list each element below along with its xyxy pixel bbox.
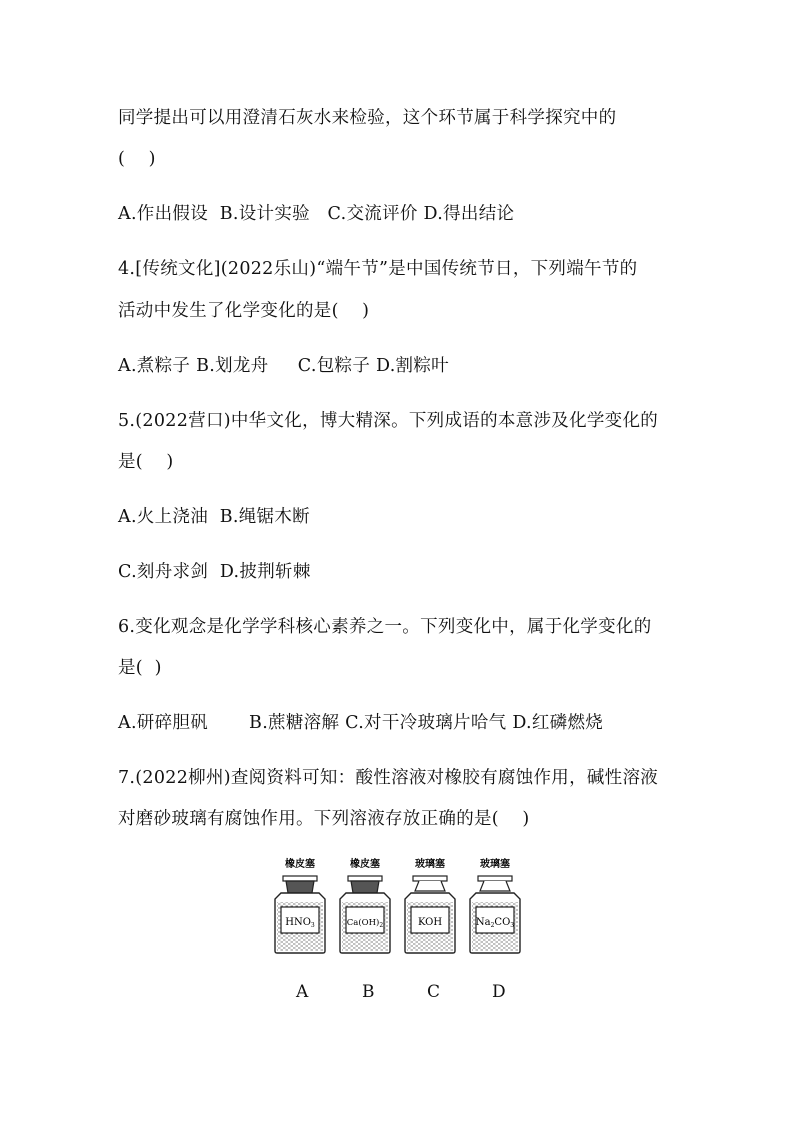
glass-stopper-rim <box>413 876 447 881</box>
choice-letter-b: B <box>362 982 375 1002</box>
bottle-d <box>470 857 520 953</box>
q4-stem-line1: 4.[传统文化](2022乐山)“端午节”是中国传统节日，下列端午节的 <box>118 259 638 279</box>
bottle-b <box>340 857 390 953</box>
stopper-label-b: 橡皮塞 <box>350 859 380 870</box>
q3-options: A.作出假设 B.设计实验 C.交流评价 D.得出结论 <box>118 204 515 224</box>
reagent-bottles-figure <box>268 855 538 960</box>
q5-options-line1: A.火上浇油 B.绳锯木断 <box>118 507 310 527</box>
bottle-formula-b: $Ca(OH)_2$ <box>346 918 384 929</box>
stopper-label-d: 玻璃塞 <box>480 859 510 870</box>
bottle-c <box>405 857 455 953</box>
rubber-stopper-rim <box>348 876 382 881</box>
glass-stopper <box>415 881 445 891</box>
rubber-stopper <box>351 881 379 893</box>
q6-stem-line2: 是( ) <box>118 658 162 678</box>
stopper-label-a: 橡皮塞 <box>285 859 315 870</box>
glass-stopper <box>480 881 510 891</box>
bottle-formula-a: $HNO_3$ <box>285 917 315 929</box>
glass-stopper-rim <box>478 876 512 881</box>
q4-stem-line2: 活动中发生了化学变化的是( ) <box>118 301 370 321</box>
choice-letter-d: D <box>492 982 506 1002</box>
q5-stem-line1: 5.(2022营口)中华文化，博大精深。下列成语的本意涉及化学变化的 <box>118 411 659 431</box>
q6-options: A.研碎胆矾 B.蔗糖溶解 C.对干冷玻璃片哈气 D.红磷燃烧 <box>118 713 604 733</box>
rubber-stopper-rim <box>283 876 317 881</box>
bottle-formula-c: KOH <box>417 917 443 928</box>
rubber-stopper <box>286 881 314 893</box>
q4-options: A.煮粽子 B.划龙舟 C.包粽子 D.割粽叶 <box>118 356 449 376</box>
bottle-formula-d: $Na_2CO_3$ <box>475 917 515 929</box>
q7-stem-line2: 对磨砂玻璃有腐蚀作用。下列溶液存放正确的是( ) <box>118 809 530 829</box>
q5-stem-line2: 是( ) <box>118 452 174 472</box>
choice-letter-a: A <box>296 982 309 1002</box>
q3-stem-line1: 同学提出可以用澄清石灰水来检验，这个环节属于科学探究中的 <box>118 108 617 128</box>
q6-stem-line1: 6.变化观念是化学学科核心素养之一。下列变化中，属于化学变化的 <box>118 617 652 637</box>
q7-stem-line1: 7.(2022柳州)查阅资料可知：酸性溶液对橡胶有腐蚀作用，碱性溶液 <box>118 768 659 788</box>
stopper-label-c: 玻璃塞 <box>415 859 445 870</box>
bottle-a <box>275 857 325 953</box>
choice-letter-c: C <box>427 982 441 1002</box>
q5-options-line2: C.刻舟求剑 D.披荆斩棘 <box>118 562 311 582</box>
q3-answer-blank: ( ) <box>118 149 156 169</box>
